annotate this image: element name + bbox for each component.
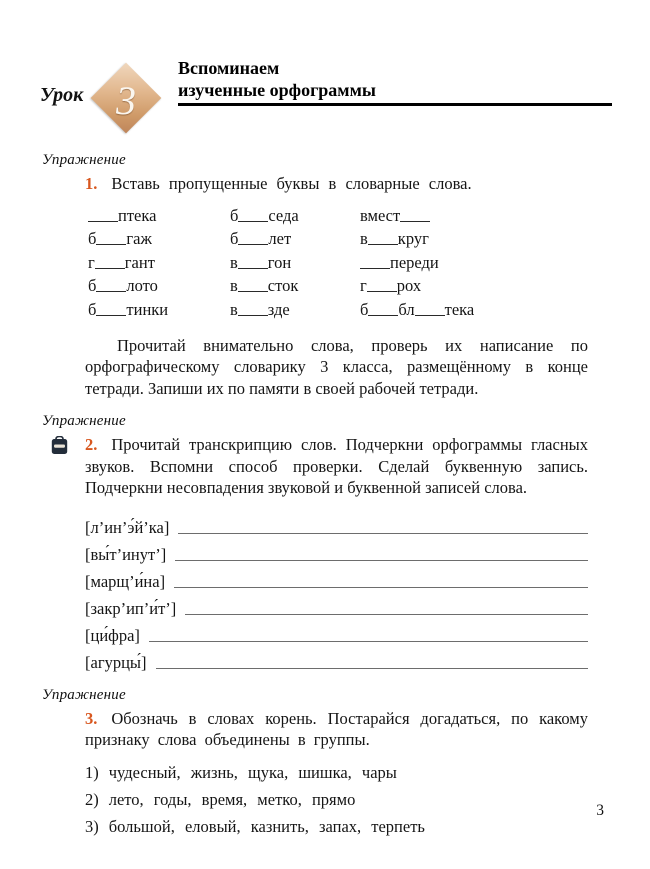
exercise1-task-text: Вставь пропущенные буквы в словарные слова.	[111, 174, 472, 193]
blank-line	[415, 315, 445, 316]
blank-line	[368, 244, 398, 245]
word-cell: переди	[360, 252, 588, 274]
list-item-number: 2)	[85, 789, 99, 809]
write-line	[174, 587, 588, 588]
transcription-row	[85, 646, 588, 673]
transcription-row	[85, 538, 588, 565]
transcription-label: [закр’ип’и́т’]	[85, 598, 177, 618]
blank-line	[238, 244, 268, 245]
word-cell: в круг	[360, 229, 429, 248]
blank-line	[238, 221, 268, 222]
page-number: 3	[596, 802, 604, 819]
exercise3-task-text: Обозначь в словах корень. Постарайся догадаться, по какому признаку слова объединены в группы.	[85, 708, 588, 749]
write-line	[185, 614, 588, 615]
page-title-line2: изученные орфограммы	[178, 80, 376, 100]
word-grid	[88, 205, 588, 321]
exercise1-number: 1.	[85, 174, 98, 193]
blank-line	[238, 268, 268, 269]
word-cell: б лото	[88, 276, 158, 295]
transcription-label: [агурцы́]	[85, 652, 147, 672]
write-line	[156, 668, 589, 669]
write-line	[175, 560, 588, 561]
exercise1-section-label: Упражнение	[42, 152, 126, 168]
word-cell: в сток	[230, 276, 299, 295]
lesson-number: 3	[116, 77, 136, 123]
page-content	[0, 138, 650, 840]
page-title-line1: Вспоминаем	[178, 58, 280, 78]
word-cell: б бл тека	[360, 299, 475, 319]
transcription-label: [вы́т’инут’]	[85, 544, 167, 564]
list-item-text: чудесный, жизнь, щука, шишка, чары	[108, 762, 397, 782]
write-line	[178, 533, 588, 534]
blank-line	[96, 291, 126, 292]
lesson-label: Урок	[40, 84, 84, 106]
blank-line	[368, 315, 398, 316]
list-item	[85, 759, 650, 786]
transcription-list	[85, 511, 588, 673]
blank-line	[360, 268, 390, 269]
blank-line	[88, 221, 118, 222]
list-item-number: 3)	[85, 816, 99, 836]
notebook-icon	[51, 436, 68, 455]
title-rule	[178, 103, 612, 106]
word-cell: г гант	[88, 252, 155, 272]
list-item	[85, 786, 650, 813]
exercise3-number: 3.	[85, 708, 98, 728]
word-cell: б лет	[230, 229, 292, 248]
word-cell: в зде	[230, 299, 290, 319]
exercise2-section-label: Упражнение	[42, 413, 126, 429]
list-item-text: лето, годы, время, метко, прямо	[108, 789, 356, 809]
transcription-label: [л’ин’э́й’ка]	[85, 517, 170, 537]
write-line	[149, 641, 588, 642]
exercise1-task	[85, 173, 588, 195]
blank-line	[367, 291, 397, 292]
blank-line	[400, 221, 430, 222]
exercise3-word-list	[85, 759, 650, 840]
word-cell: птека	[88, 205, 230, 227]
exercise1-note: Прочитай внимательно слова, проверь их написание по орфографическому словарику 3 класса, размещённому в конце тетради. Запиши их по памяти в своей рабочей тетради.	[85, 335, 588, 398]
blank-line	[238, 291, 268, 292]
word-cell: б тинки	[88, 299, 169, 319]
blank-line	[95, 268, 125, 269]
exercise3-section-label: Упражнение	[42, 686, 126, 703]
blank-line	[96, 315, 126, 316]
exercise2-number: 2.	[85, 435, 98, 454]
transcription-row	[85, 592, 588, 619]
word-cell: г рох	[360, 276, 422, 295]
list-item-text: большой, еловый, казнить, запах, терпеть	[108, 816, 425, 836]
word-cell: б седа	[230, 205, 299, 225]
exercise2-task-text: Прочитай транскрипцию слов. Подчеркни орфограммы гласных звуков. Вспомни способ проверки. Сделай буквенную запись. Подчеркни несовпадения звуковой и буквенной записей слова.	[85, 435, 588, 497]
word-cell: в гон	[230, 252, 292, 272]
transcription-label: [ци́фра]	[85, 625, 140, 645]
transcription-row	[85, 619, 588, 646]
blank-line	[238, 315, 268, 316]
transcription-row	[85, 565, 588, 592]
page-title	[178, 57, 376, 101]
list-item-number: 1)	[85, 762, 99, 782]
exercise3-task	[85, 708, 588, 751]
exercise2-task	[85, 434, 588, 499]
word-cell: вмест	[360, 205, 588, 227]
transcription-label: [марщ’и́на]	[85, 571, 166, 591]
lesson-badge	[96, 68, 156, 128]
blank-line	[96, 244, 126, 245]
list-item	[85, 813, 650, 840]
word-cell: б гаж	[88, 229, 152, 248]
transcription-row	[85, 511, 588, 538]
